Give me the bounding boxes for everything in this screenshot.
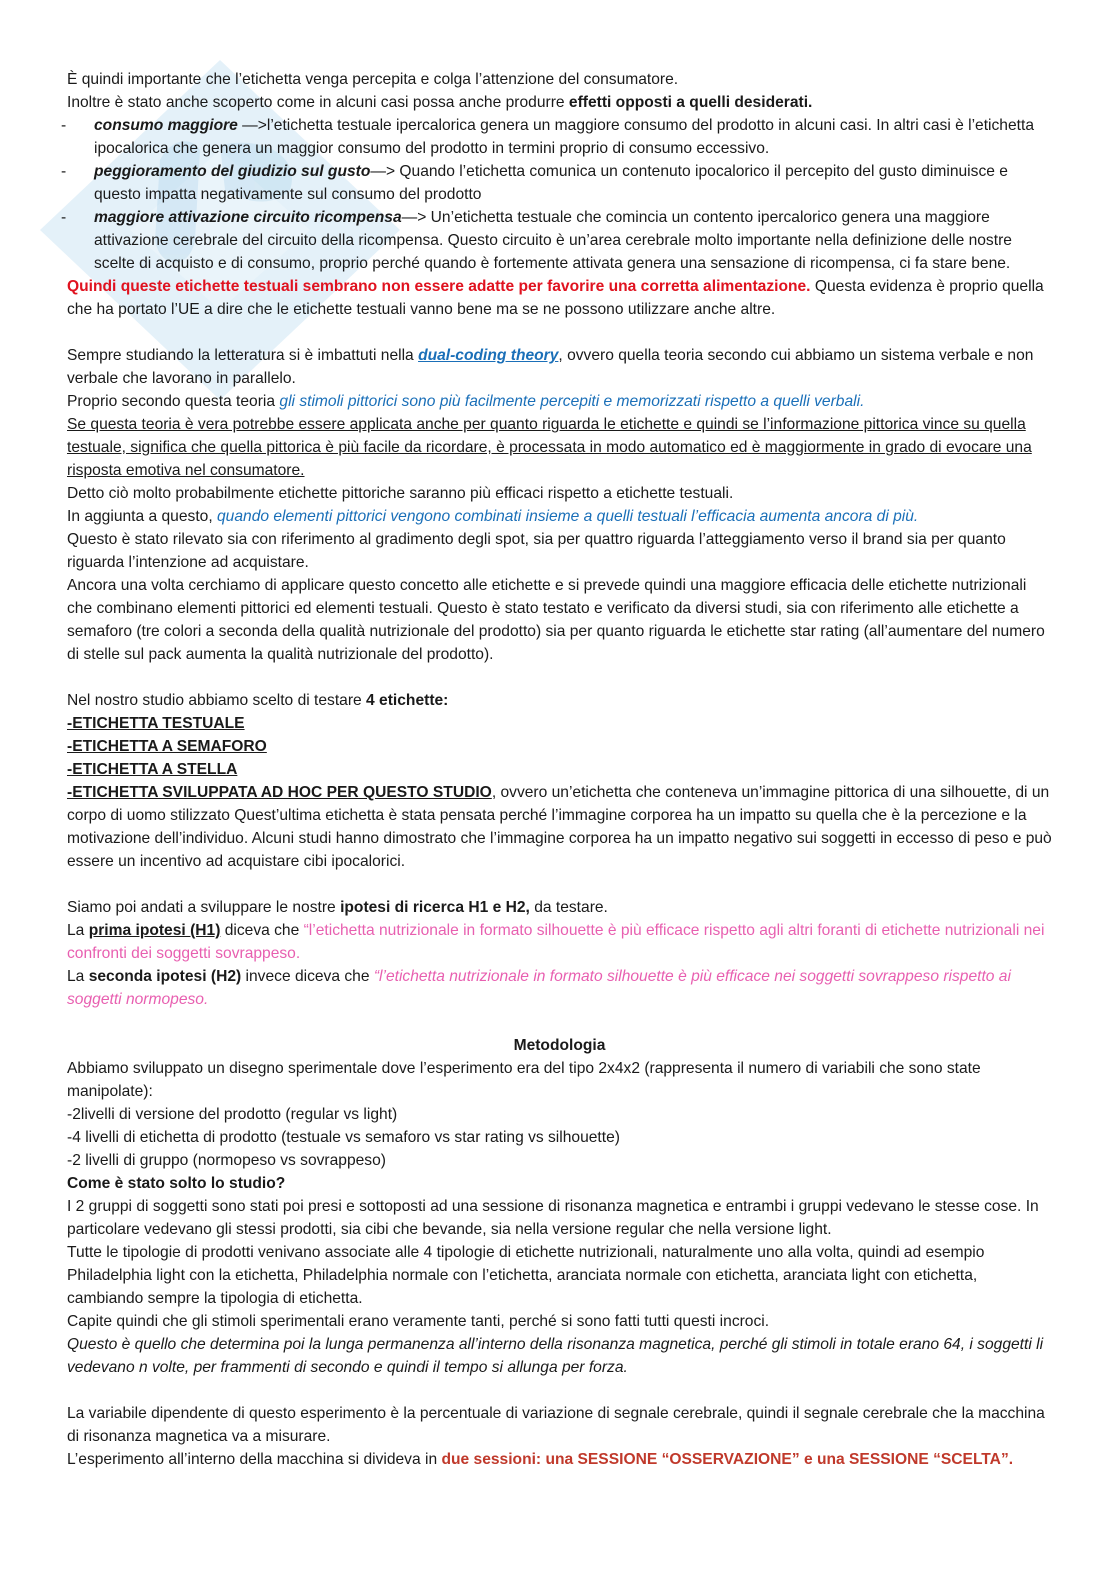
paragraph: L’esperimento all’interno della macchina si divideva in due sessioni: una SESSIONE “OSSERVAZIONE” e una SESSIONE “SCELTA”. <box>67 1451 1014 1468</box>
hypothesis-h1: La prima ipotesi (H1) diceva che “l’etichetta nutrizionale in formato silhouette è più efficace rispetto agli altri foranti di etichette nutrizionali nei confronti dei soggetti sovrappeso. <box>67 922 1045 962</box>
paragraph: Questo è stato rilevato sia con riferimento al gradimento degli spot, sia per quattro riguarda l’atteggiamento verso il brand sia per quanto riguarda l’intenzione ad acquistare. <box>67 531 1006 571</box>
paragraph: Nel nostro studio abbiamo scelto di testare 4 etichette: <box>67 692 449 709</box>
dual-coding-link[interactable]: dual-coding theory <box>418 347 559 364</box>
paragraph: È quindi importante che l’etichetta venga percepita e colga l’attenzione del consumatore. <box>67 71 679 88</box>
paragraph: Se questa teoria è vera potrebbe essere applicata anche per quanto riguarda le etichette e quindi se l’informazione pittorica vince su quella testuale, significa che quella pittorica è più facile da ricordare, è processata in modo automatico ed è maggiormente in grado di evocare una risposta emotiva nel consumatore. <box>67 416 1032 479</box>
paragraph: Capite quindi che gli stimoli sperimentali erano veramente tanti, perché si sono fatti tutti questi incroci. <box>67 1313 770 1330</box>
paragraph: Proprio secondo questa teoria gli stimoli pittorici sono più facilmente percepiti e memorizzati rispetto a quelli verbali. <box>67 393 865 410</box>
section-title: Metodologia <box>513 1037 606 1054</box>
paragraph: Sempre studiando la letteratura si è imbattuti nella dual-coding theory, ovvero quella teoria secondo cui abbiamo un sistema verbale e non verbale che lavorano in parallelo. <box>67 347 1034 387</box>
level-item: -2 livelli di gruppo (normopeso vs sovrappeso) <box>67 1152 386 1169</box>
paragraph: -ETICHETTA SVILUPPATA AD HOC PER QUESTO STUDIO, ovvero un’etichetta che conteneva un’immagine pittorica di una silhouette, di un corpo di uomo stilizzato Quest’ultima etichetta è stata pensata perché l’immagine corporea ha un impatto su quella che è la percezione e la motivazione dell’individuo. Alcuni studi hanno dimostrato che l’immagine corporea ha un impatto negativo sui soggetti in eccesso di peso e può essere un incentivo ad acquistare cibi ipocalorici. <box>67 784 1052 870</box>
paragraph: Ancora una volta cerchiamo di applicare questo concetto alle etichette e si prevede quindi una maggiore efficacia delle etichette nutrizionali che combinano elementi pittorici ed elementi testuali. Questo è stato testato e verificato da diversi studi, sia con riferimento alle etichette a semaforo (tre colori a seconda della qualità nutrizionale del prodotto) sia per quanto riguarda le etichette star rating (all’aumentare del numero di stelle sul pack aumenta la qualità nutrizionale del prodotto). <box>67 577 1045 663</box>
paragraph: Questo è quello che determina poi la lunga permanenza all’interno della risonanza magnetica, perché gli stimoli in totale erano 64, i soggetti li vedevano n volte, per frammenti di secondo e quindi il tempo si allunga per forza. <box>67 1336 1044 1376</box>
paragraph: Tutte le tipologie di prodotti venivano associate alle 4 tipologie di etichette nutrizionali, naturalmente uno alla volta, quindi ad esempio Philadelphia light con la etichetta, Philadelphia normale con l’etichetta, aranciata normale con etichetta, aranciata light con etichetta, cambiando sempre la tipologia di etichetta. <box>67 1244 985 1307</box>
list-item: - peggioramento del giudizio sul gusto—> Quando l’etichetta comunica un contenuto ipocalorico il percepito del gusto diminuisce e questo impatta negativamente sul consumo del prodotto <box>67 160 1052 206</box>
level-item: -4 livelli di etichetta di prodotto (testuale vs semaforo vs star rating vs silhouette) <box>67 1129 620 1146</box>
paragraph: La variabile dipendente di questo esperimento è la percentuale di variazione di segnale cerebrale, quindi il segnale cerebrale che la macchina di risonanza magnetica va a misurare. <box>67 1405 1045 1445</box>
level-item: -2livelli di versione del prodotto (regular vs light) <box>67 1106 398 1123</box>
subheading: Come è stato solto lo studio? <box>67 1175 286 1192</box>
paragraph: Siamo poi andati a sviluppare le nostre ipotesi di ricerca H1 e H2, da testare. <box>67 899 608 916</box>
paragraph: Abbiamo sviluppato un disegno sperimentale dove l’esperimento era del tipo 2x4x2 (rappresenta il numero di variabili che sono state manipolate): <box>67 1060 981 1100</box>
list-item: - consumo maggiore —>l’etichetta testuale ipercalorica genera un maggiore consumo del prodotto in alcuni casi. In altri casi è l’etichetta ipocalorica che genera un maggior consumo del prodotto in termini proprio di consumo eccessivo. <box>67 114 1052 160</box>
label-item: -ETICHETTA TESTUALE <box>67 715 245 732</box>
effects-list <box>67 114 1052 275</box>
paragraph: In aggiunta a questo, quando elementi pittorici vengono combinati insieme a quelli testuali l’efficacia aumenta ancora di più. <box>67 508 919 525</box>
label-item: -ETICHETTA A STELLA <box>67 761 238 778</box>
hypothesis-h2: La seconda ipotesi (H2) invece diceva che “l’etichetta nutrizionale in formato silhouette è più efficace nei soggetti sovrappeso rispetto ai soggetti normopeso. <box>67 968 1011 1008</box>
list-item: - maggiore attivazione circuito ricompensa—> Un’etichetta testuale che comincia un contento ipercalorico genera una maggiore attivazione cerebrale del circuito della ricompensa. Questo circuito è un’area cerebrale molto importante nella definizione delle nostre scelte di acquisto e di consumo, proprio perché quando è fortemente attivata genera una sensazione di ricompensa, ci fa stare bene. <box>67 206 1052 275</box>
document-page <box>67 68 1052 1471</box>
paragraph: I 2 gruppi di soggetti sono stati poi presi e sottoposti ad una sessione di risonanza magnetica e entrambi i gruppi vedevano le stesse cose. In particolare vedevano gli stessi prodotti, sia cibi che bevande, sia nella versione regular che nella versione light. <box>67 1198 1039 1238</box>
paragraph: Detto ciò molto probabilmente etichette pittoriche saranno più efficaci rispetto a etichette testuali. <box>67 485 734 502</box>
paragraph: Quindi queste etichette testuali sembrano non essere adatte per favorire una corretta alimentazione. Questa evidenza è proprio quella che ha portato l’UE a dire che le etichette testuali vanno bene ma se ne possono utilizzare anche altre. <box>67 278 1044 318</box>
label-item: -ETICHETTA A SEMAFORO <box>67 738 267 755</box>
paragraph: Inoltre è stato anche scoperto come in alcuni casi possa anche produrre effetti opposti a quelli desiderati. <box>67 94 813 111</box>
